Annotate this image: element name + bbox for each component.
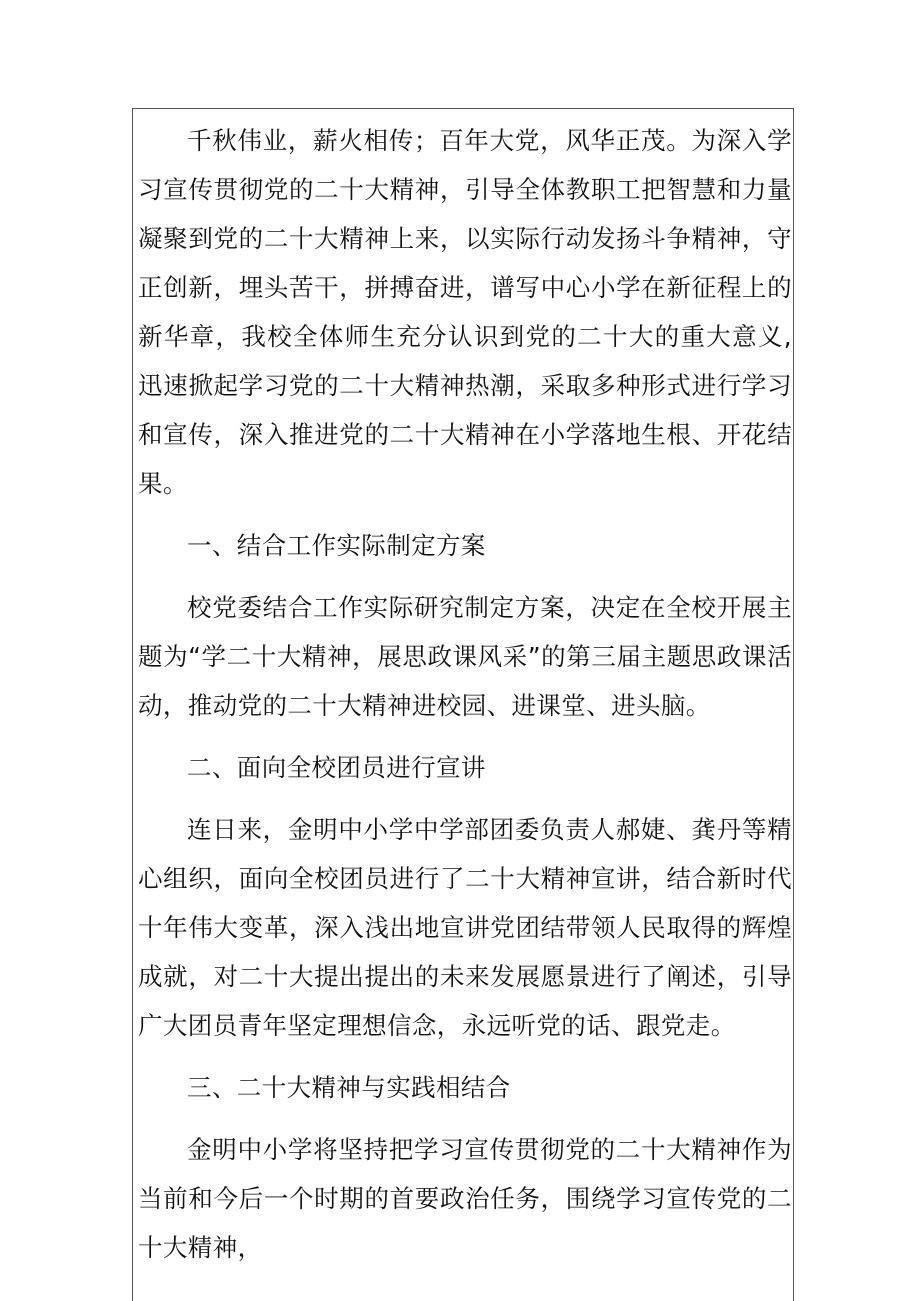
section-2-body: 连日来，金明中小学中学部团委负责人郝婕、龚丹等精心组织，面向全校团员进行了二十大精神宣讲，结合新时代十年伟大变革，深入浅出地宣讲党团结带领人民取得的辉煌成就，对二十大提出提出的未来发展愿景进行了阐述，引导广大团员青年坚定理想信念，永远听党的话、跟党走。 [138, 815, 792, 1040]
section-3-heading: 三、二十大精神与实践相结合 [187, 1073, 511, 1102]
section-2-heading: 二、面向全校团员进行宣讲 [187, 753, 486, 782]
section-1-heading: 一、结合工作实际制定方案 [187, 531, 486, 560]
document-content [138, 116, 792, 1272]
section-1-body: 校党委结合工作实际研究制定方案，决定在全校开展主题为“学二十大精神，展思政课风采”的第三届主题思政课活动，推动党的二十大精神进校园、进课堂、进头脑。 [138, 593, 792, 720]
intro-paragraph: 千秋伟业，薪火相传；百年大党，风华正茂。为深入学习宣传贯彻党的二十大精神，引导全体教职工把智慧和力量凝聚到党的二十大精神上来，以实际行动发扬斗争精神，守正创新，埋头苦干，拼搏奋进，谱写中心小学在新征程上的新华章，我校全体师生充分认识到党的二十大的重大意义,迅速掀起学习党的二十大精神热潮，采取多种形式进行学习和宣传，深入推进党的二十大精神在小学落地生根、开花结果。 [138, 126, 792, 498]
section-3-body: 金明中小学将坚持把学习宣传贯彻党的二十大精神作为当前和今后一个时期的首要政治任务，围绕学习宣传党的二十大精神， [138, 1135, 792, 1262]
